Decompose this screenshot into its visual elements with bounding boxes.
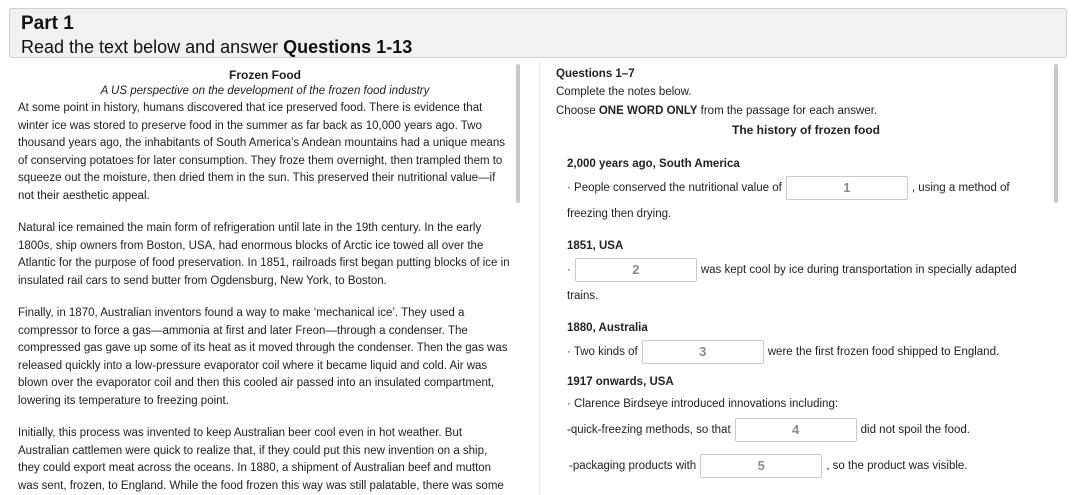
- answer-input-3[interactable]: 3: [642, 340, 764, 364]
- notes-text: · People conserved the nutritional value of: [567, 182, 782, 194]
- part-header: [9, 8, 1067, 58]
- notes-text: was kept cool by ice during transportation in specially adapted: [700, 264, 1017, 276]
- questions-pane[interactable]: [556, 64, 1056, 495]
- notes-line: [569, 454, 1056, 478]
- notes-title: The history of frozen food: [732, 123, 880, 137]
- passage-paragraph: At some point in history, humans discovered that ice preserved food. There is evidence that winter ice was stored to preserve food in the summer as far back as 10,000 years ago. Two thousand years ago, the inhabitants of South America’s Andean mountains had a unique means of conserving potatoes for later consumption. They froze them overnight, then trampled them to squeeze out the moisture, then dried them in the sun. This preserved their nutritional value—if not their aesthetic appeal.: [18, 102, 505, 202]
- answer-input-2[interactable]: 2: [575, 258, 697, 282]
- notes-line: [567, 340, 1056, 364]
- reading-passage[interactable]: [10, 64, 520, 495]
- passage-title: Frozen Food: [229, 68, 301, 82]
- notes-section-heading: 2,000 years ago, South America: [567, 158, 740, 170]
- passage-paragraph: Finally, in 1870, Australian inventors found a way to make ‘mechanical ice’. They used a compressor to force a gas—ammonia at first and later Freon—through a condenser. The compressed gas gave up some of its heat as it moved through the condenser. Then the gas was released quickly into a low-pressure evaporator coil where it became liquid and cold. Air was blown over the evaporator coil and then this cooled air passed into an insulated compartment, lowering its temperature to freezing point.: [18, 307, 508, 407]
- instruction-text: Read the text below and answer: [21, 37, 284, 57]
- instruction-line: [556, 102, 1056, 121]
- instruction-text: Choose: [556, 105, 599, 117]
- notes-text: freezing then drying.: [567, 208, 672, 220]
- passage-scrollbar[interactable]: [516, 64, 520, 203]
- notes-section-heading: 1851, USA: [567, 240, 624, 252]
- part-instruction: [21, 36, 1055, 58]
- answer-input-1[interactable]: 1: [786, 176, 908, 200]
- notes-text: did not spoil the food.: [860, 424, 970, 436]
- notes-text: trains.: [567, 290, 599, 302]
- notes-section-heading: 1917 onwards, USA: [567, 376, 674, 388]
- notes-line: [567, 258, 1056, 282]
- notes-text: · Clarence Birdseye introduced innovations including:: [567, 398, 839, 410]
- answer-input-5[interactable]: 5: [700, 454, 822, 478]
- notes-text: -packaging products with: [569, 460, 697, 472]
- part-title: Part 1: [21, 13, 74, 34]
- notes-text: , using a method of: [911, 182, 1010, 194]
- answer-input-4[interactable]: 4: [735, 418, 857, 442]
- pane-divider[interactable]: [539, 62, 540, 495]
- question-range-heading: Questions 1–7: [556, 68, 635, 80]
- word-limit: ONE WORD ONLY: [598, 105, 698, 117]
- instruction-text: from the passage for each answer.: [697, 105, 878, 117]
- passage-paragraph: Natural ice remained the main form of refrigeration until late in the 19th century. In the early 1800s, ship owners from Boston, USA, had enormous blocks of Arctic ice towed all over the Atlantic for the purpose of food preservation. In 1851, railroads first began putting blocks of ice in insulated rail cars to send butter from Ogdensburg, New York, to Boston.: [18, 222, 510, 287]
- notes-text: · Two kinds of: [567, 346, 638, 358]
- notes-section-heading: 1880, Australia: [567, 322, 648, 334]
- notes-text: ·: [567, 264, 571, 276]
- instruction-question-range: Questions 1-13: [283, 37, 413, 57]
- instruction-line: Complete the notes below.: [556, 86, 692, 98]
- notes-text: -quick-freezing methods, so that: [567, 424, 731, 436]
- notes-text: were the first frozen food shipped to England.: [767, 346, 1000, 358]
- passage-paragraph: Initially, this process was invented to keep Australian beer cool even in hot weather. But Australian cattlemen were quick to realize that, if they could put this new invention on a ship, they could export meat across the oceans. In 1880, a shipment of Australian beef and mutton was sent, frozen, to England. While the food frozen this way was still palatable, there was some: [18, 427, 504, 492]
- notes-line: [567, 176, 1056, 200]
- notes-text: , so the product was visible.: [826, 460, 968, 472]
- passage-subtitle: A US perspective on the development of the frozen food industry: [100, 85, 430, 97]
- notes-line: [567, 418, 1056, 442]
- questions-scrollbar[interactable]: [1054, 64, 1058, 203]
